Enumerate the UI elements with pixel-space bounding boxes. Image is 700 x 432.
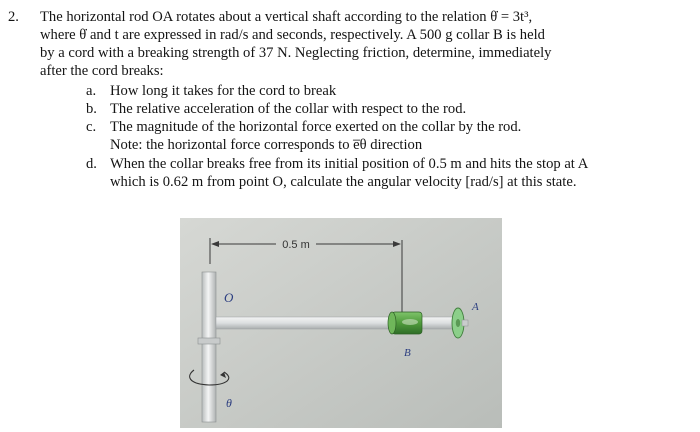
item-c-text: The magnitude of the horizontal force exerted on the collar by the rod. xyxy=(110,119,522,135)
item-a-text: How long it takes for the cord to break xyxy=(110,83,337,99)
intro-line-1: The horizontal rod OA rotates about a vertical shaft according to the relation θ̇ = 3t³, xyxy=(40,9,533,25)
angle-theta-label: θ xyxy=(226,396,232,410)
intro-line-2: where θ̇ and t are expressed in rad/s and seconds, respectively. A 500 g collar B is held xyxy=(40,27,545,43)
item-d-letter: d. xyxy=(86,156,97,172)
item-b-text: The relative acceleration of the collar with respect to the rod. xyxy=(110,101,467,117)
intro-line-4: after the cord breaks: xyxy=(40,63,164,79)
item-d-text-2: which is 0.62 m from point O, calculate the angular velocity [rad/s] at this state. xyxy=(110,174,577,190)
item-b-letter: b. xyxy=(86,101,97,117)
shaft-hub xyxy=(198,338,220,344)
item-d-text-1: When the collar breaks free from its initial position of 0.5 m and hits the stop at A xyxy=(110,156,589,172)
dimension-label: 0.5 m xyxy=(282,239,310,251)
collar-b-label: B xyxy=(404,347,411,359)
intro-line-3: by a cord with a breaking strength of 37 N. Neglecting friction, determine, immediately xyxy=(40,45,552,61)
point-o-label: O xyxy=(224,290,234,305)
item-c-note: Note: the horizontal force corresponds to e̅θ direction xyxy=(110,137,423,153)
collar-b xyxy=(388,312,422,334)
item-a-letter: a. xyxy=(86,83,97,99)
item-c-letter: c. xyxy=(86,119,97,135)
figure-svg xyxy=(180,218,502,428)
rod-collar-figure xyxy=(180,218,502,428)
problem-number: 2. xyxy=(8,9,19,25)
vertical-shaft xyxy=(202,272,216,422)
point-a-label: A xyxy=(472,301,479,313)
